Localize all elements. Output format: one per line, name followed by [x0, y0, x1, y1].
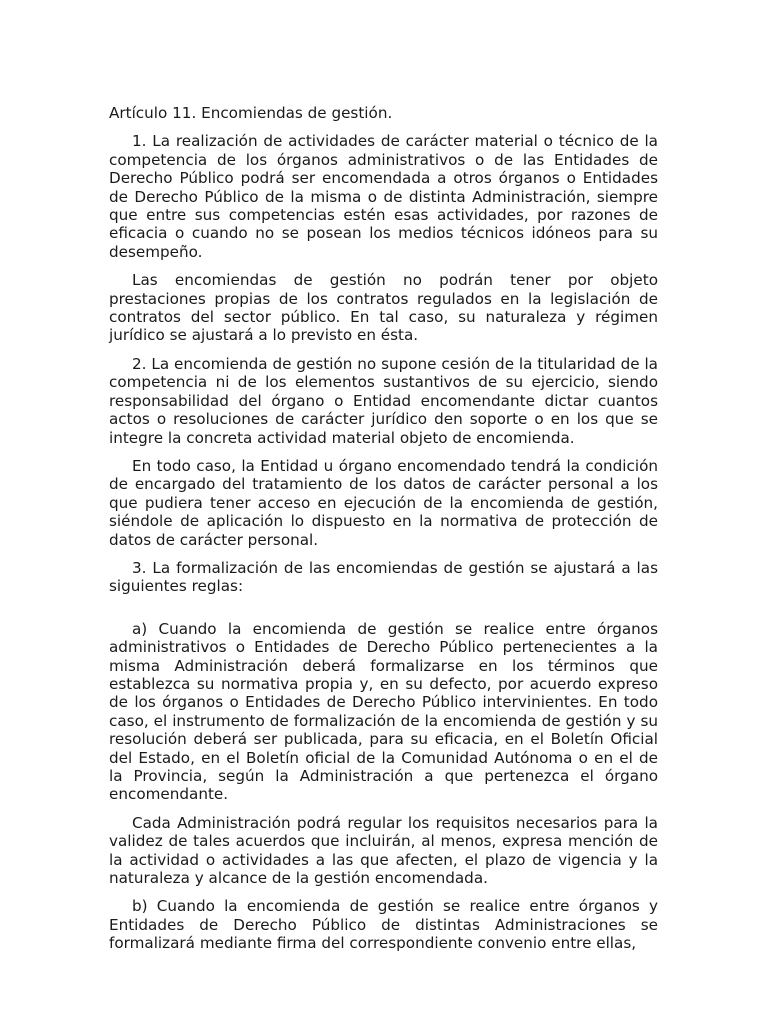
paragraph-8: b) Cuando la encomienda de gestión se realice entre órganos y Entidades de Derecho Público de distintas Administraciones se formalizará mediante firma del correspondiente convenio entre ellas, — [109, 897, 658, 953]
document-page — [109, 104, 658, 963]
article-title: Artículo 11. Encomiendas de gestión. — [109, 104, 393, 122]
paragraph-4: En todo caso, la Entidad u órgano encomendado tendrá la condición de encargado del tratamiento de los datos de carácter personal a los que pudiera tener acceso en ejecución de la encomienda de gestión, siéndole de aplicación lo dispuesto en la normativa de protección de datos de carácter personal. — [109, 456, 658, 549]
paragraph-7: Cada Administración podrá regular los requisitos necesarios para la validez de tales acuerdos que incluirán, al menos, expresa mención de la actividad o actividades a las que afecten, el plazo de vigencia y la naturaleza y alcance de la gestión encomendada. — [109, 813, 658, 888]
paragraph-1: 1. La realización de actividades de carácter material o técnico de la competencia de los órganos administrativos o de las Entidades de Derecho Público podrá ser encomendada a otros órganos o Entidades de Derecho Público de la misma o de distinta Administración, siempre que entre sus competencias estén esas actividades, por razones de eficacia o cuando no se posean los medios técnicos idóneos para su desempeño. — [109, 132, 658, 261]
paragraph-3: 2. La encomienda de gestión no supone cesión de la titularidad de la competencia ni de los elementos sustantivos de su ejercicio, siendo responsabilidad del órgano o Entidad encomendante dictar cuantos actos o resoluciones de carácter jurídico den soporte o en los que se integre la concreta actividad material objeto de encomienda. — [109, 354, 658, 447]
paragraph-5: 3. La formalización de las encomiendas de gestión se ajustará a las siguientes reglas: — [109, 558, 658, 596]
paragraph-2: Las encomiendas de gestión no podrán tener por objeto prestaciones propias de los contratos regulados en la legislación de contratos del sector público. En tal caso, su naturaleza y régimen jurídico se ajustará a lo previsto en ésta. — [109, 271, 658, 345]
paragraph-6: a) Cuando la encomienda de gestión se realice entre órganos administrativos o Entidades de Derecho Público pertenecientes a la misma Administración deberá formalizarse en los términos que establezca su normativa propia y, en su defecto, por acuerdo expreso de los órganos o Entidades de Derecho Público intervinientes. En todo caso, el instrumento de formalización de la encomienda de gestión y su resolución deberá ser publicada, para su eficacia, en el Boletín Oficial del Estado, en el Boletín oficial de la Comunidad Autónoma o en el de la Provincia, según la Administración a que pertenezca el órgano encomendante. — [109, 619, 658, 804]
